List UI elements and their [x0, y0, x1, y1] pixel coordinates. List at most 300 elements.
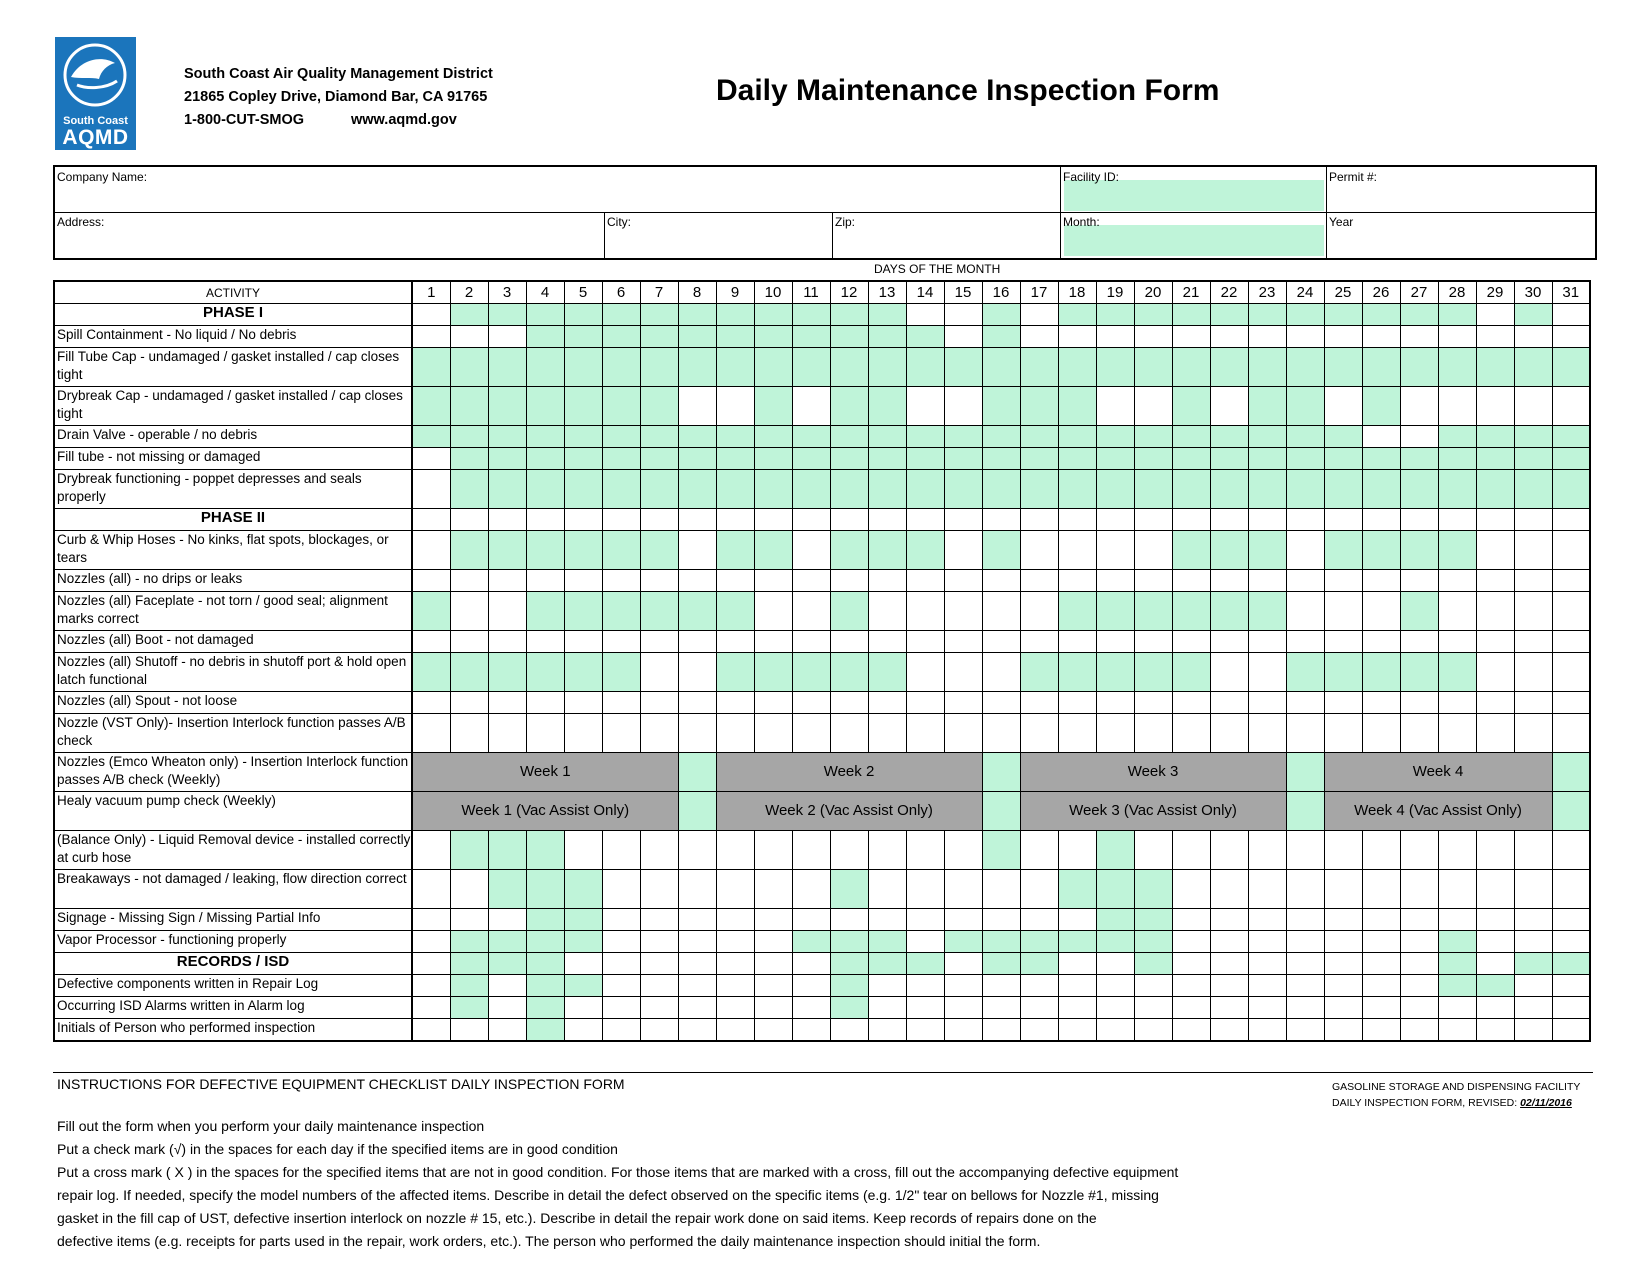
day-cell[interactable]	[906, 714, 944, 753]
day-cell[interactable]	[640, 1019, 678, 1042]
day-cell[interactable]	[1058, 470, 1096, 509]
day-cell[interactable]	[1476, 570, 1514, 592]
day-cell[interactable]	[1438, 997, 1476, 1019]
day-cell[interactable]	[830, 975, 868, 997]
day-cell[interactable]	[982, 1019, 1020, 1042]
day-cell[interactable]	[1172, 509, 1210, 531]
day-cell[interactable]	[792, 931, 830, 953]
day-cell[interactable]	[1248, 387, 1286, 426]
day-cell[interactable]	[1476, 653, 1514, 692]
day-cell[interactable]	[602, 692, 640, 714]
day-cell[interactable]	[754, 953, 792, 975]
day-cell[interactable]	[1438, 426, 1476, 448]
day-cell[interactable]	[754, 653, 792, 692]
day-cell[interactable]	[450, 975, 488, 997]
day-cell[interactable]	[1400, 953, 1438, 975]
day-cell[interactable]	[1134, 470, 1172, 509]
day-cell[interactable]	[412, 531, 450, 570]
day-cell[interactable]	[1172, 326, 1210, 348]
day-cell[interactable]	[640, 326, 678, 348]
day-cell[interactable]	[716, 975, 754, 997]
day-cell[interactable]	[1552, 348, 1590, 387]
day-cell[interactable]	[1058, 531, 1096, 570]
day-cell[interactable]	[412, 653, 450, 692]
week-block-3[interactable]: Week 3 (Vac Assist Only)	[1020, 792, 1286, 831]
day-cell[interactable]	[450, 653, 488, 692]
day-cell[interactable]	[488, 531, 526, 570]
day-cell[interactable]	[1020, 470, 1058, 509]
permit-field[interactable]	[1329, 184, 1591, 210]
day-cell[interactable]	[1248, 470, 1286, 509]
day-cell[interactable]	[982, 953, 1020, 975]
day-cell[interactable]	[1210, 348, 1248, 387]
day-cell[interactable]	[754, 692, 792, 714]
day-cell[interactable]	[678, 831, 716, 870]
day-cell[interactable]	[1172, 975, 1210, 997]
day-cell[interactable]	[412, 387, 450, 426]
day-cell[interactable]	[1324, 592, 1362, 631]
day-cell[interactable]	[1096, 653, 1134, 692]
day-cell[interactable]	[1286, 531, 1324, 570]
day-cell[interactable]	[1210, 387, 1248, 426]
day-cell[interactable]	[1476, 387, 1514, 426]
day-cell[interactable]	[754, 997, 792, 1019]
day-cell[interactable]	[830, 870, 868, 909]
day-cell[interactable]	[412, 592, 450, 631]
day-cell[interactable]	[944, 592, 982, 631]
day-cell[interactable]	[1058, 426, 1096, 448]
day-cell[interactable]	[526, 348, 564, 387]
day-cell[interactable]	[1438, 326, 1476, 348]
day-cell[interactable]	[830, 304, 868, 326]
day-cell[interactable]	[1324, 531, 1362, 570]
day-cell[interactable]	[678, 387, 716, 426]
day-cell[interactable]	[1248, 953, 1286, 975]
day-cell[interactable]	[982, 426, 1020, 448]
day-cell[interactable]	[1324, 692, 1362, 714]
day-cell[interactable]	[1286, 870, 1324, 909]
day-cell[interactable]	[1514, 448, 1552, 470]
day-cell[interactable]	[1552, 792, 1590, 831]
day-cell[interactable]	[1096, 953, 1134, 975]
day-cell[interactable]	[1514, 631, 1552, 653]
day-cell[interactable]	[1248, 1019, 1286, 1042]
day-cell[interactable]	[982, 831, 1020, 870]
day-cell[interactable]	[1552, 509, 1590, 531]
day-cell[interactable]	[1058, 831, 1096, 870]
day-cell[interactable]	[1476, 909, 1514, 931]
day-cell[interactable]	[944, 953, 982, 975]
day-cell[interactable]	[1514, 1019, 1552, 1042]
day-cell[interactable]	[830, 531, 868, 570]
day-cell[interactable]	[1286, 692, 1324, 714]
day-cell[interactable]	[412, 714, 450, 753]
day-cell[interactable]	[1058, 448, 1096, 470]
week-block-2[interactable]: Week 2 (Vac Assist Only)	[716, 792, 982, 831]
day-cell[interactable]	[1552, 592, 1590, 631]
day-cell[interactable]	[640, 570, 678, 592]
day-cell[interactable]	[1476, 997, 1514, 1019]
day-cell[interactable]	[412, 304, 450, 326]
day-cell[interactable]	[488, 997, 526, 1019]
day-cell[interactable]	[1514, 470, 1552, 509]
day-cell[interactable]	[1096, 326, 1134, 348]
day-cell[interactable]	[1514, 426, 1552, 448]
day-cell[interactable]	[944, 870, 982, 909]
day-cell[interactable]	[450, 1019, 488, 1042]
day-cell[interactable]	[1514, 997, 1552, 1019]
day-cell[interactable]	[488, 870, 526, 909]
day-cell[interactable]	[1476, 631, 1514, 653]
day-cell[interactable]	[450, 631, 488, 653]
day-cell[interactable]	[1248, 592, 1286, 631]
day-cell[interactable]	[906, 975, 944, 997]
day-cell[interactable]	[1134, 1019, 1172, 1042]
day-cell[interactable]	[1248, 870, 1286, 909]
day-cell[interactable]	[1058, 348, 1096, 387]
day-cell[interactable]	[1172, 1019, 1210, 1042]
day-cell[interactable]	[716, 870, 754, 909]
day-cell[interactable]	[830, 426, 868, 448]
day-cell[interactable]	[792, 1019, 830, 1042]
day-cell[interactable]	[640, 426, 678, 448]
day-cell[interactable]	[754, 570, 792, 592]
week-block-2[interactable]: Week 2	[716, 753, 982, 792]
year-field[interactable]	[1329, 229, 1591, 256]
day-cell[interactable]	[868, 570, 906, 592]
day-cell[interactable]	[982, 975, 1020, 997]
day-cell[interactable]	[868, 348, 906, 387]
day-cell[interactable]	[754, 870, 792, 909]
day-cell[interactable]	[1286, 753, 1324, 792]
day-cell[interactable]	[1248, 631, 1286, 653]
day-cell[interactable]	[1096, 870, 1134, 909]
day-cell[interactable]	[526, 326, 564, 348]
day-cell[interactable]	[564, 570, 602, 592]
day-cell[interactable]	[1248, 653, 1286, 692]
day-cell[interactable]	[1096, 692, 1134, 714]
day-cell[interactable]	[1248, 348, 1286, 387]
day-cell[interactable]	[754, 631, 792, 653]
day-cell[interactable]	[1438, 692, 1476, 714]
day-cell[interactable]	[678, 326, 716, 348]
day-cell[interactable]	[1286, 975, 1324, 997]
day-cell[interactable]	[1058, 953, 1096, 975]
day-cell[interactable]	[792, 870, 830, 909]
day-cell[interactable]	[1134, 931, 1172, 953]
day-cell[interactable]	[1248, 909, 1286, 931]
day-cell[interactable]	[1096, 531, 1134, 570]
day-cell[interactable]	[1134, 631, 1172, 653]
day-cell[interactable]	[1210, 509, 1248, 531]
day-cell[interactable]	[1096, 975, 1134, 997]
day-cell[interactable]	[1248, 326, 1286, 348]
day-cell[interactable]	[678, 792, 716, 831]
day-cell[interactable]	[1248, 304, 1286, 326]
day-cell[interactable]	[1400, 426, 1438, 448]
week-block-4[interactable]: Week 4	[1324, 753, 1552, 792]
day-cell[interactable]	[982, 692, 1020, 714]
day-cell[interactable]	[906, 831, 944, 870]
day-cell[interactable]	[868, 653, 906, 692]
day-cell[interactable]	[1514, 326, 1552, 348]
day-cell[interactable]	[1020, 714, 1058, 753]
day-cell[interactable]	[754, 448, 792, 470]
day-cell[interactable]	[1552, 831, 1590, 870]
day-cell[interactable]	[1400, 592, 1438, 631]
day-cell[interactable]	[1514, 870, 1552, 909]
day-cell[interactable]	[1286, 570, 1324, 592]
day-cell[interactable]	[526, 953, 564, 975]
day-cell[interactable]	[678, 509, 716, 531]
day-cell[interactable]	[1134, 348, 1172, 387]
day-cell[interactable]	[982, 753, 1020, 792]
day-cell[interactable]	[830, 348, 868, 387]
day-cell[interactable]	[716, 831, 754, 870]
day-cell[interactable]	[1438, 448, 1476, 470]
day-cell[interactable]	[1552, 953, 1590, 975]
day-cell[interactable]	[1400, 509, 1438, 531]
day-cell[interactable]	[754, 326, 792, 348]
day-cell[interactable]	[906, 304, 944, 326]
facility-id-field[interactable]	[1064, 180, 1324, 211]
day-cell[interactable]	[1552, 909, 1590, 931]
day-cell[interactable]	[1210, 653, 1248, 692]
day-cell[interactable]	[1020, 997, 1058, 1019]
day-cell[interactable]	[602, 870, 640, 909]
day-cell[interactable]	[1400, 692, 1438, 714]
day-cell[interactable]	[792, 909, 830, 931]
day-cell[interactable]	[792, 831, 830, 870]
day-cell[interactable]	[1020, 509, 1058, 531]
day-cell[interactable]	[1514, 692, 1552, 714]
day-cell[interactable]	[944, 426, 982, 448]
day-cell[interactable]	[868, 426, 906, 448]
day-cell[interactable]	[1552, 531, 1590, 570]
day-cell[interactable]	[412, 692, 450, 714]
day-cell[interactable]	[830, 653, 868, 692]
day-cell[interactable]	[1438, 531, 1476, 570]
day-cell[interactable]	[488, 714, 526, 753]
day-cell[interactable]	[1324, 931, 1362, 953]
day-cell[interactable]	[1020, 831, 1058, 870]
day-cell[interactable]	[1362, 909, 1400, 931]
day-cell[interactable]	[564, 931, 602, 953]
day-cell[interactable]	[868, 387, 906, 426]
day-cell[interactable]	[906, 870, 944, 909]
day-cell[interactable]	[1286, 653, 1324, 692]
day-cell[interactable]	[830, 570, 868, 592]
day-cell[interactable]	[716, 304, 754, 326]
day-cell[interactable]	[1248, 692, 1286, 714]
day-cell[interactable]	[1400, 975, 1438, 997]
day-cell[interactable]	[1134, 531, 1172, 570]
day-cell[interactable]	[868, 509, 906, 531]
day-cell[interactable]	[1058, 997, 1096, 1019]
day-cell[interactable]	[1058, 631, 1096, 653]
day-cell[interactable]	[1400, 348, 1438, 387]
day-cell[interactable]	[602, 531, 640, 570]
day-cell[interactable]	[1400, 714, 1438, 753]
day-cell[interactable]	[1552, 304, 1590, 326]
day-cell[interactable]	[868, 448, 906, 470]
day-cell[interactable]	[830, 909, 868, 931]
day-cell[interactable]	[1324, 909, 1362, 931]
day-cell[interactable]	[1134, 570, 1172, 592]
day-cell[interactable]	[1438, 870, 1476, 909]
day-cell[interactable]	[602, 931, 640, 953]
day-cell[interactable]	[1286, 304, 1324, 326]
day-cell[interactable]	[1020, 448, 1058, 470]
day-cell[interactable]	[1438, 909, 1476, 931]
day-cell[interactable]	[982, 870, 1020, 909]
day-cell[interactable]	[678, 348, 716, 387]
day-cell[interactable]	[1096, 448, 1134, 470]
day-cell[interactable]	[1552, 326, 1590, 348]
day-cell[interactable]	[754, 1019, 792, 1042]
day-cell[interactable]	[982, 592, 1020, 631]
day-cell[interactable]	[1058, 909, 1096, 931]
day-cell[interactable]	[1096, 909, 1134, 931]
day-cell[interactable]	[1476, 326, 1514, 348]
day-cell[interactable]	[1172, 692, 1210, 714]
day-cell[interactable]	[868, 831, 906, 870]
day-cell[interactable]	[1248, 448, 1286, 470]
day-cell[interactable]	[792, 448, 830, 470]
day-cell[interactable]	[526, 975, 564, 997]
day-cell[interactable]	[1552, 653, 1590, 692]
day-cell[interactable]	[1058, 870, 1096, 909]
day-cell[interactable]	[944, 304, 982, 326]
day-cell[interactable]	[640, 631, 678, 653]
day-cell[interactable]	[792, 592, 830, 631]
day-cell[interactable]	[716, 692, 754, 714]
day-cell[interactable]	[1514, 931, 1552, 953]
day-cell[interactable]	[412, 470, 450, 509]
day-cell[interactable]	[678, 426, 716, 448]
day-cell[interactable]	[1324, 387, 1362, 426]
day-cell[interactable]	[678, 631, 716, 653]
day-cell[interactable]	[1400, 909, 1438, 931]
day-cell[interactable]	[1362, 326, 1400, 348]
day-cell[interactable]	[1286, 348, 1324, 387]
day-cell[interactable]	[830, 470, 868, 509]
day-cell[interactable]	[564, 975, 602, 997]
day-cell[interactable]	[944, 831, 982, 870]
day-cell[interactable]	[868, 909, 906, 931]
day-cell[interactable]	[1362, 426, 1400, 448]
day-cell[interactable]	[678, 653, 716, 692]
day-cell[interactable]	[1514, 304, 1552, 326]
day-cell[interactable]	[1362, 831, 1400, 870]
day-cell[interactable]	[1514, 975, 1552, 997]
day-cell[interactable]	[1476, 426, 1514, 448]
day-cell[interactable]	[754, 531, 792, 570]
day-cell[interactable]	[1514, 531, 1552, 570]
day-cell[interactable]	[868, 692, 906, 714]
day-cell[interactable]	[944, 931, 982, 953]
day-cell[interactable]	[1552, 997, 1590, 1019]
day-cell[interactable]	[1286, 326, 1324, 348]
day-cell[interactable]	[792, 953, 830, 975]
day-cell[interactable]	[1096, 831, 1134, 870]
day-cell[interactable]	[1552, 714, 1590, 753]
day-cell[interactable]	[1248, 714, 1286, 753]
day-cell[interactable]	[716, 348, 754, 387]
day-cell[interactable]	[1514, 387, 1552, 426]
day-cell[interactable]	[716, 509, 754, 531]
day-cell[interactable]	[830, 953, 868, 975]
day-cell[interactable]	[1172, 570, 1210, 592]
day-cell[interactable]	[640, 592, 678, 631]
day-cell[interactable]	[450, 953, 488, 975]
day-cell[interactable]	[716, 387, 754, 426]
day-cell[interactable]	[1400, 1019, 1438, 1042]
day-cell[interactable]	[716, 531, 754, 570]
day-cell[interactable]	[678, 870, 716, 909]
day-cell[interactable]	[640, 909, 678, 931]
day-cell[interactable]	[602, 631, 640, 653]
day-cell[interactable]	[1362, 509, 1400, 531]
day-cell[interactable]	[1438, 304, 1476, 326]
day-cell[interactable]	[564, 304, 602, 326]
day-cell[interactable]	[868, 531, 906, 570]
day-cell[interactable]	[1020, 953, 1058, 975]
day-cell[interactable]	[1134, 831, 1172, 870]
day-cell[interactable]	[526, 870, 564, 909]
day-cell[interactable]	[526, 997, 564, 1019]
day-cell[interactable]	[792, 631, 830, 653]
day-cell[interactable]	[678, 714, 716, 753]
day-cell[interactable]	[1286, 592, 1324, 631]
day-cell[interactable]	[602, 831, 640, 870]
day-cell[interactable]	[716, 570, 754, 592]
day-cell[interactable]	[1362, 931, 1400, 953]
day-cell[interactable]	[678, 975, 716, 997]
day-cell[interactable]	[830, 997, 868, 1019]
day-cell[interactable]	[450, 426, 488, 448]
day-cell[interactable]	[1058, 326, 1096, 348]
day-cell[interactable]	[754, 509, 792, 531]
day-cell[interactable]	[526, 531, 564, 570]
day-cell[interactable]	[982, 448, 1020, 470]
day-cell[interactable]	[1248, 531, 1286, 570]
day-cell[interactable]	[1248, 509, 1286, 531]
day-cell[interactable]	[1438, 975, 1476, 997]
day-cell[interactable]	[640, 509, 678, 531]
day-cell[interactable]	[1362, 531, 1400, 570]
day-cell[interactable]	[678, 531, 716, 570]
day-cell[interactable]	[1438, 953, 1476, 975]
day-cell[interactable]	[602, 997, 640, 1019]
day-cell[interactable]	[830, 692, 868, 714]
day-cell[interactable]	[716, 953, 754, 975]
day-cell[interactable]	[1552, 448, 1590, 470]
day-cell[interactable]	[1210, 426, 1248, 448]
day-cell[interactable]	[1172, 387, 1210, 426]
day-cell[interactable]	[868, 304, 906, 326]
day-cell[interactable]	[1248, 570, 1286, 592]
company-name-field[interactable]	[57, 184, 1057, 210]
day-cell[interactable]	[792, 653, 830, 692]
day-cell[interactable]	[1058, 931, 1096, 953]
day-cell[interactable]	[564, 387, 602, 426]
day-cell[interactable]	[830, 631, 868, 653]
day-cell[interactable]	[1172, 348, 1210, 387]
day-cell[interactable]	[1324, 326, 1362, 348]
day-cell[interactable]	[982, 570, 1020, 592]
day-cell[interactable]	[716, 326, 754, 348]
